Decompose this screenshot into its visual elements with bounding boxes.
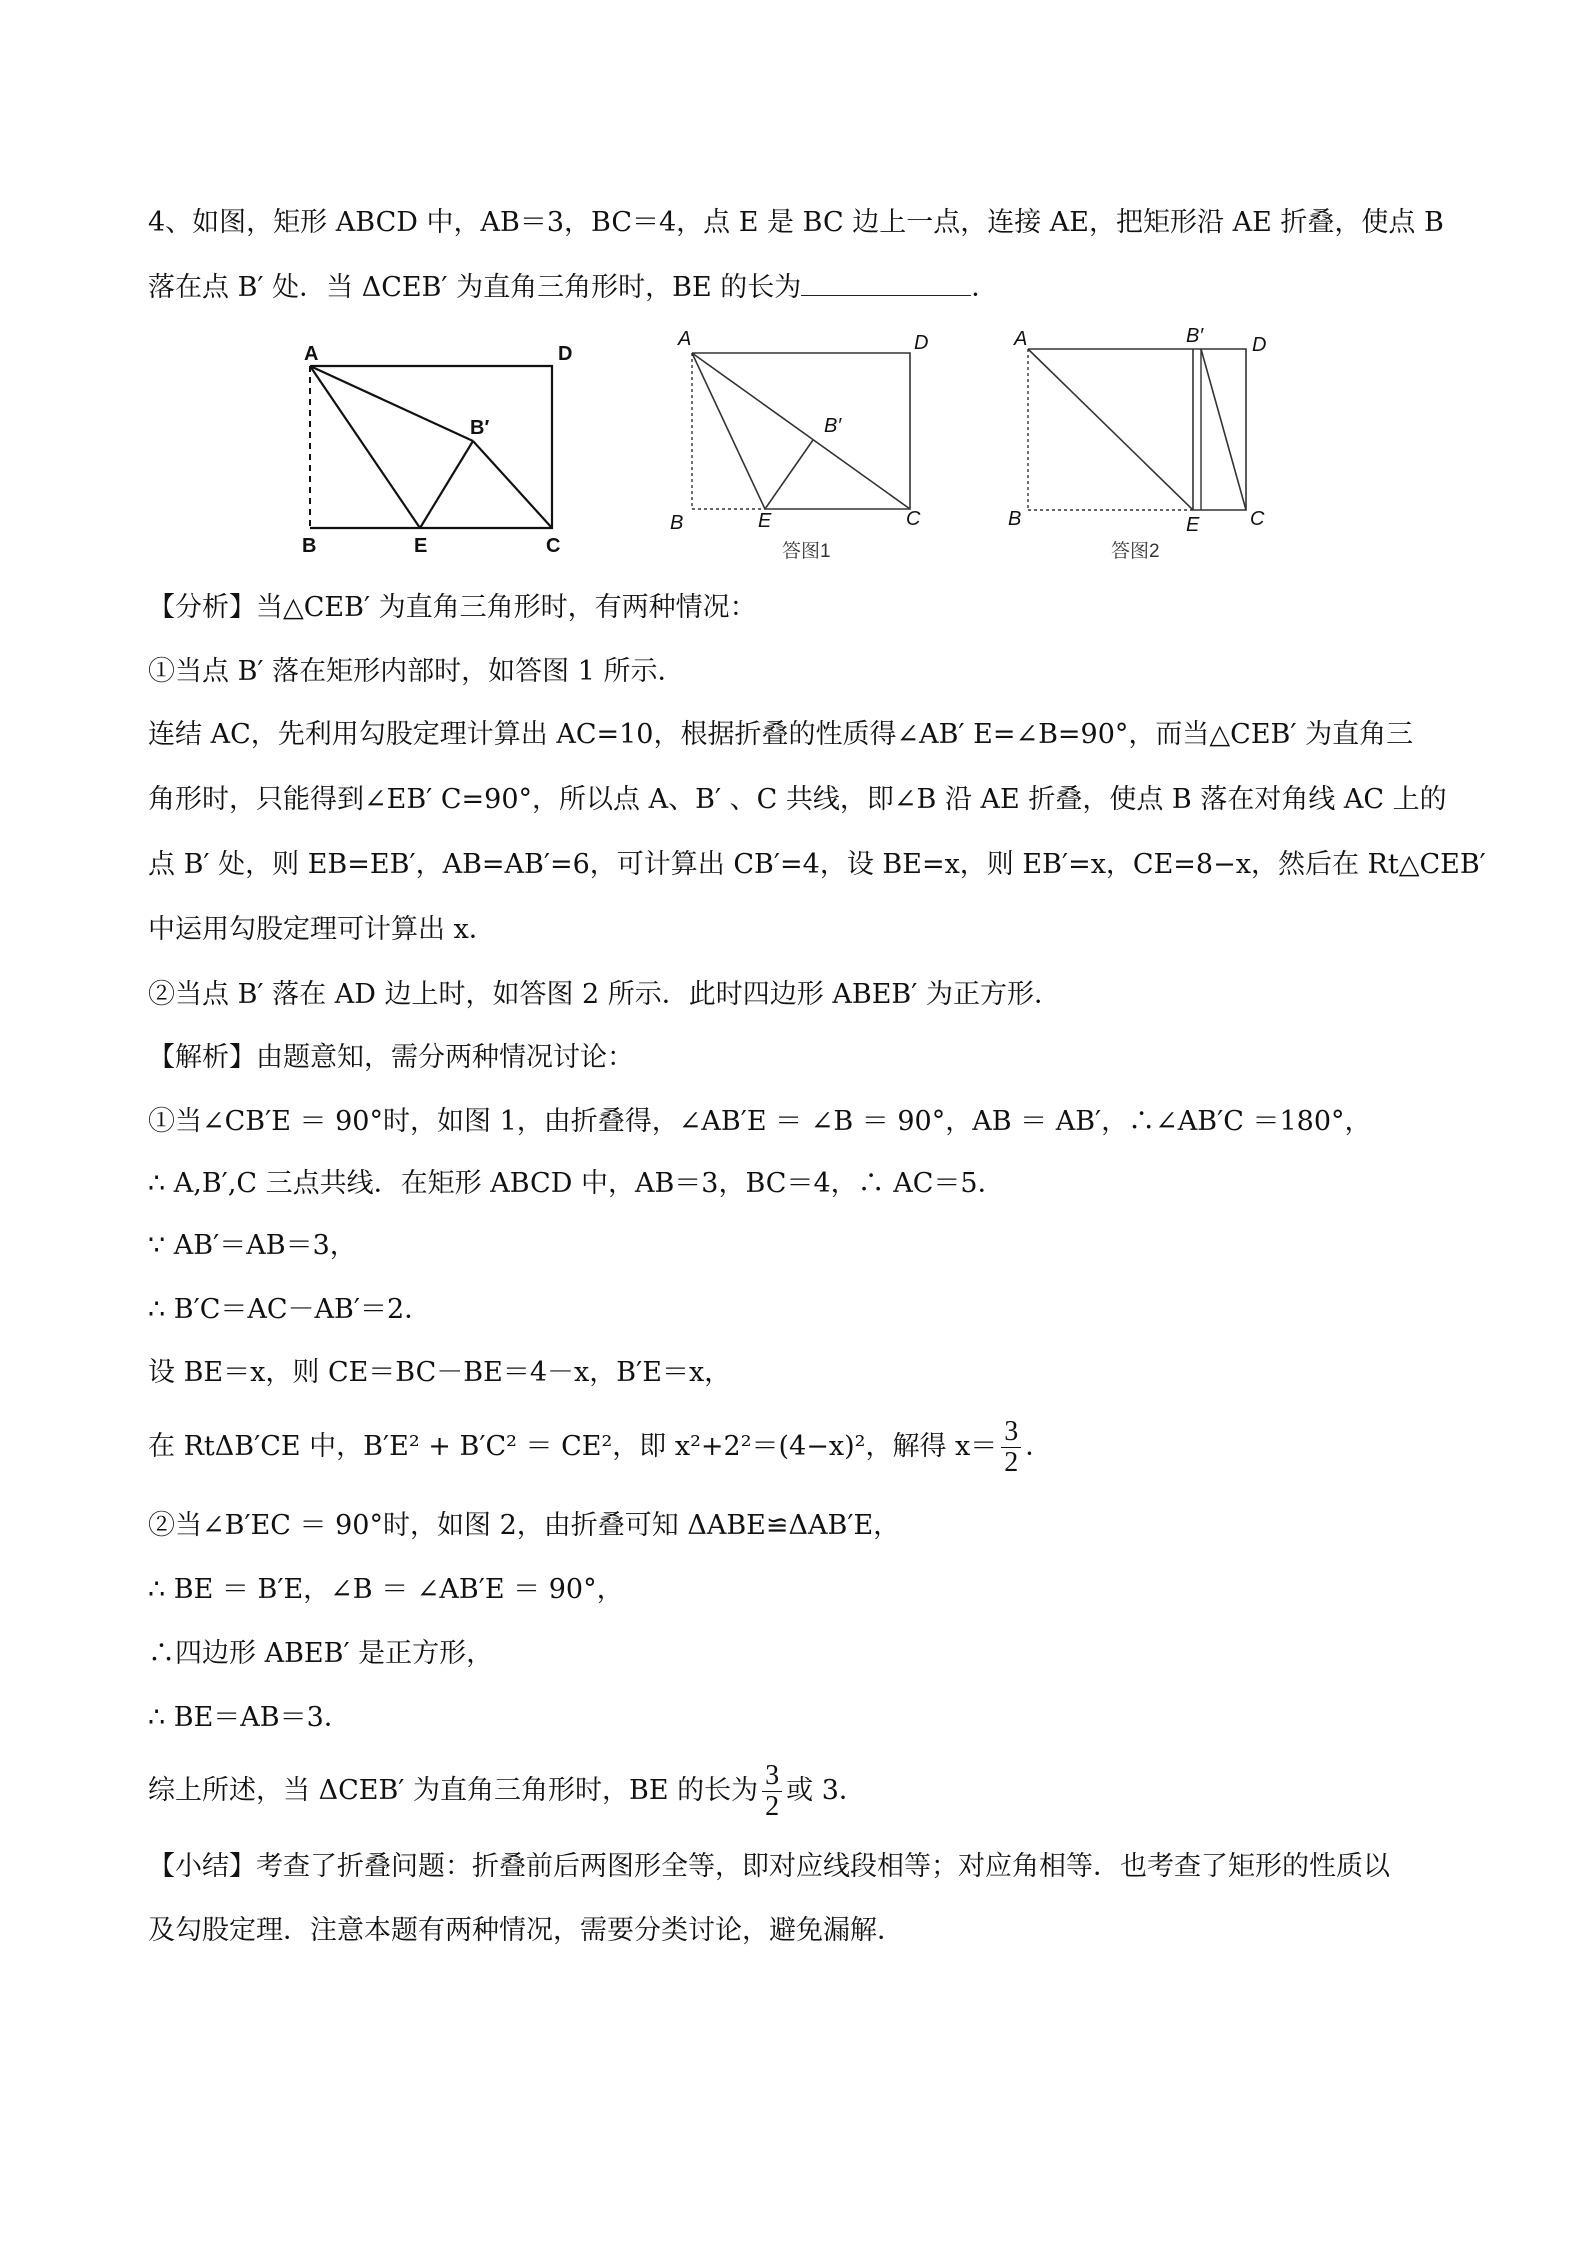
label-e: E: [1186, 514, 1200, 536]
fraction-denominator: 2: [765, 1791, 780, 1822]
summary-line-2: 及勾股定理．注意本题有两种情况，需要分类讨论，避免漏解．: [148, 1915, 904, 1946]
solution-line-8: ②当∠B′EC ＝ 90°时，如图 2，由折叠可知 ΔABE≌ΔAB′E，: [148, 1510, 901, 1541]
analysis-line-1: 【分析】当△CEB′ 为直角三角形时，有两种情况：: [148, 592, 757, 623]
figure-answer-2: [1006, 325, 1286, 565]
fold-line-ae: [1028, 349, 1193, 510]
diagonal-ac: [692, 353, 910, 509]
solution-line-4: ∵ AB′＝AB＝3，: [148, 1230, 357, 1261]
fraction-denominator: 2: [1004, 1447, 1019, 1478]
solution-line-10: ∴四边形 ABEB′ 是正方形，: [148, 1638, 494, 1669]
solution-line-7: [148, 1412, 1448, 1482]
label-d: D: [558, 343, 573, 365]
label-b: B: [670, 512, 684, 534]
segment-b-prime-c: [473, 441, 552, 528]
label-d: D: [914, 332, 929, 354]
label-b-prime: B′: [470, 417, 490, 439]
question-line-1: 4、如图，矩形 ABCD 中，AB＝3，BC＝4，点 E 是 BC 边上一点，连接 AE，把矩形沿 AE 折叠，使点 B: [148, 207, 1444, 238]
question-line-2: [148, 268, 1448, 308]
solution-line-12: [148, 1756, 1448, 1826]
solution-line-5: ∴ B′C＝AC－AB′＝2．: [148, 1294, 432, 1325]
solution-line-7-end: ．: [1025, 1431, 1053, 1462]
rectangle-outline: [1028, 349, 1246, 510]
question-line-2-end: ．: [971, 272, 999, 303]
figure-answer-2-svg: [1006, 325, 1286, 565]
solution-line-12-text: 综上所述，当 ΔCEB′ 为直角三角形时，BE 的长为: [148, 1775, 759, 1806]
solution-line-3: ∴ A,B′,C 三点共线．在矩形 ABCD 中，AB＝3，BC＝4，∴ AC＝5．: [148, 1168, 1005, 1199]
figure-answer-1: [670, 325, 950, 565]
label-a: A: [1014, 328, 1028, 350]
solution-line-7-text: 在 RtΔB′CE 中，B′E² + B′C² ＝ CE²，即 x²+2²＝(4−x)²，解得 x＝: [148, 1431, 998, 1462]
label-b-prime: B′: [1186, 325, 1204, 347]
segment-eb-prime: [420, 441, 473, 528]
rectangle-outline: [310, 366, 552, 528]
solution-line-6: 设 BE＝x，则 CE＝BC－BE＝4－x，B′E＝x，: [148, 1357, 732, 1388]
fraction-numerator: 3: [1001, 1417, 1021, 1448]
question-line-2-text: 落在点 B′ 处．当 ΔCEB′ 为直角三角形时，BE 的长为: [148, 272, 802, 303]
label-d: D: [1252, 334, 1267, 356]
solution-line-1: 【解析】由题意知，需分两种情况讨论：: [148, 1042, 634, 1073]
fraction-three-halves: [762, 1761, 782, 1822]
figure-caption: 答图2: [1111, 541, 1160, 562]
label-e: E: [414, 535, 428, 557]
label-c: C: [1250, 508, 1265, 530]
label-a: A: [678, 328, 692, 350]
figure-original: [290, 338, 590, 558]
label-b: B: [302, 535, 317, 557]
solution-line-9: ∴ BE ＝ B′E，∠B ＝ ∠AB′E ＝ 90°，: [148, 1574, 624, 1605]
analysis-line-6: 中运用勾股定理可计算出 x．: [148, 914, 496, 945]
analysis-line-3: 连结 AC，先利用勾股定理计算出 AC=10，根据折叠的性质得∠AB′ E=∠B=90°，而当△CEB′ 为直角三: [148, 719, 1414, 750]
analysis-line-5: 点 B′ 处，则 EB=EB′，AB=AB′=6，可计算出 CB′=4，设 BE=x，则 EB′=x，CE=8−x，然后在 Rt△CEB′: [148, 849, 1486, 880]
label-b-prime: B′: [824, 415, 842, 437]
label-e: E: [758, 510, 772, 532]
solution-line-2: ①当∠CB′E ＝ 90°时，如图 1，由折叠得，∠AB′E ＝ ∠B ＝ 90°，AB ＝ AB′，∴∠AB′C ＝180°，: [148, 1106, 1372, 1137]
analysis-line-7: ②当点 B′ 落在 AD 边上时，如答图 2 所示．此时四边形 ABEB′ 为正方形．: [148, 979, 1061, 1010]
analysis-line-2: ①当点 B′ 落在矩形内部时，如答图 1 所示．: [148, 656, 685, 687]
label-c: C: [546, 535, 561, 557]
solution-line-11: ∴ BE＝AB＝3．: [148, 1702, 351, 1733]
answer-blank: [801, 271, 971, 296]
figure-caption: 答图1: [782, 541, 831, 562]
fraction-numerator: 3: [762, 1761, 782, 1792]
solution-line-12-end: 或 3．: [786, 1775, 866, 1806]
analysis-line-4: 角形时，只能得到∠EB′ C=90°，所以点 A、B′ 、C 共线，即∠B 沿 AE 折叠，使点 B 落在对角线 AC 上的: [148, 784, 1447, 815]
label-c: C: [906, 508, 921, 530]
fraction-three-halves: [1001, 1417, 1021, 1478]
summary-line-1: 【小结】考查了折叠问题：折叠前后两图形全等，即对应线段相等；对应角相等．也考查了矩形的性质以: [148, 1851, 1390, 1882]
label-b: B: [1008, 508, 1022, 530]
fold-line-ae: [692, 353, 765, 509]
segment-eb-prime: [765, 440, 813, 509]
figure-original-svg: [290, 338, 590, 558]
segment-b-prime-c: [1201, 349, 1246, 510]
label-a: A: [304, 343, 319, 365]
figure-answer-1-svg: [670, 325, 950, 565]
